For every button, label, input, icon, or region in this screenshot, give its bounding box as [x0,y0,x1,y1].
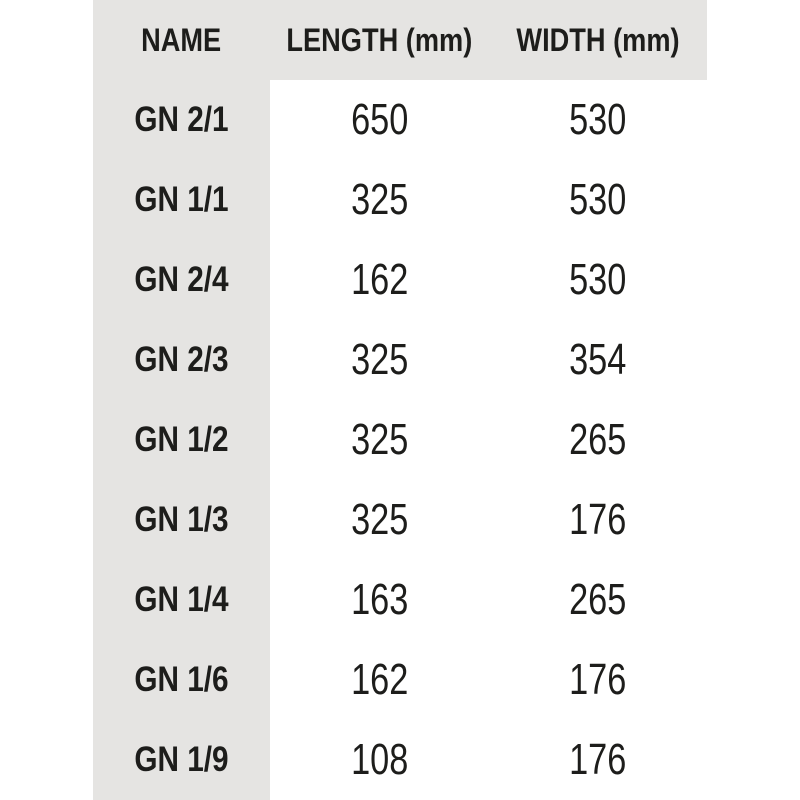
row-length-cell-text: 325 [350,415,408,464]
row-name-cell-text: GN 1/1 [134,180,229,219]
row-name-cell [93,720,270,800]
table-row [93,560,707,640]
row-width-cell-text: 176 [569,495,627,544]
row-length-cell-text: 325 [350,335,408,384]
row-width-cell [489,480,708,560]
table-row [93,640,707,720]
row-name-cell-text: GN 1/3 [134,500,229,539]
header-label-length: LENGTH (mm) [286,21,473,58]
row-name-cell-text: GN 2/4 [134,260,229,299]
table-row [93,160,707,240]
row-name-cell-text: GN 1/6 [134,660,229,699]
table-row [93,720,707,800]
row-length-cell [270,160,489,240]
row-length-cell [270,720,489,800]
row-length-cell-text: 325 [350,495,408,544]
row-length-cell-text: 108 [350,735,408,784]
header-label-name: NAME [141,21,222,58]
table-row [93,240,707,320]
header-label-width: WIDTH (mm) [516,21,680,58]
row-name-cell-text: GN 2/3 [134,340,229,379]
row-name-cell-text: GN 1/2 [134,420,229,459]
row-width-cell-text: 265 [569,575,627,624]
row-width-cell-text: 530 [569,175,627,224]
row-length-cell-text: 163 [350,575,408,624]
row-name-cell-text: GN 1/9 [134,740,229,779]
row-length-cell-text: 162 [350,255,408,304]
row-name-cell [93,560,270,640]
row-width-cell-text: 530 [569,255,627,304]
row-length-cell-text: 650 [350,95,408,144]
header-cell-length [270,22,489,59]
row-length-cell [270,560,489,640]
header-cell-width [489,22,707,59]
row-name-cell-text: GN 1/4 [134,580,229,619]
table-row [93,80,707,160]
row-name-cell-text: GN 2/1 [134,100,229,139]
row-width-cell [489,240,708,320]
row-length-cell [270,320,489,400]
row-name-cell [93,480,270,560]
row-length-cell [270,240,489,320]
row-name-cell [93,80,270,160]
table-header-row [93,0,707,80]
row-width-cell-text: 176 [569,735,627,784]
row-width-cell [489,80,708,160]
table-row [93,400,707,480]
row-length-cell-text: 162 [350,655,408,704]
gn-dimensions-table [93,0,707,800]
table-body [93,80,707,800]
row-width-cell-text: 530 [569,95,627,144]
row-length-cell [270,80,489,160]
row-length-cell [270,480,489,560]
row-length-cell-text: 325 [350,175,408,224]
row-width-cell [489,160,708,240]
row-width-cell [489,320,708,400]
row-name-cell [93,320,270,400]
row-width-cell-text: 265 [569,415,627,464]
row-name-cell [93,240,270,320]
row-width-cell-text: 354 [569,335,627,384]
table-row [93,320,707,400]
row-width-cell [489,640,708,720]
header-cell-name [93,22,270,59]
row-width-cell [489,560,708,640]
table-row [93,480,707,560]
row-width-cell [489,400,708,480]
row-length-cell [270,400,489,480]
row-width-cell-text: 176 [569,655,627,704]
row-name-cell [93,400,270,480]
row-name-cell [93,640,270,720]
row-length-cell [270,640,489,720]
row-width-cell [489,720,708,800]
row-name-cell [93,160,270,240]
